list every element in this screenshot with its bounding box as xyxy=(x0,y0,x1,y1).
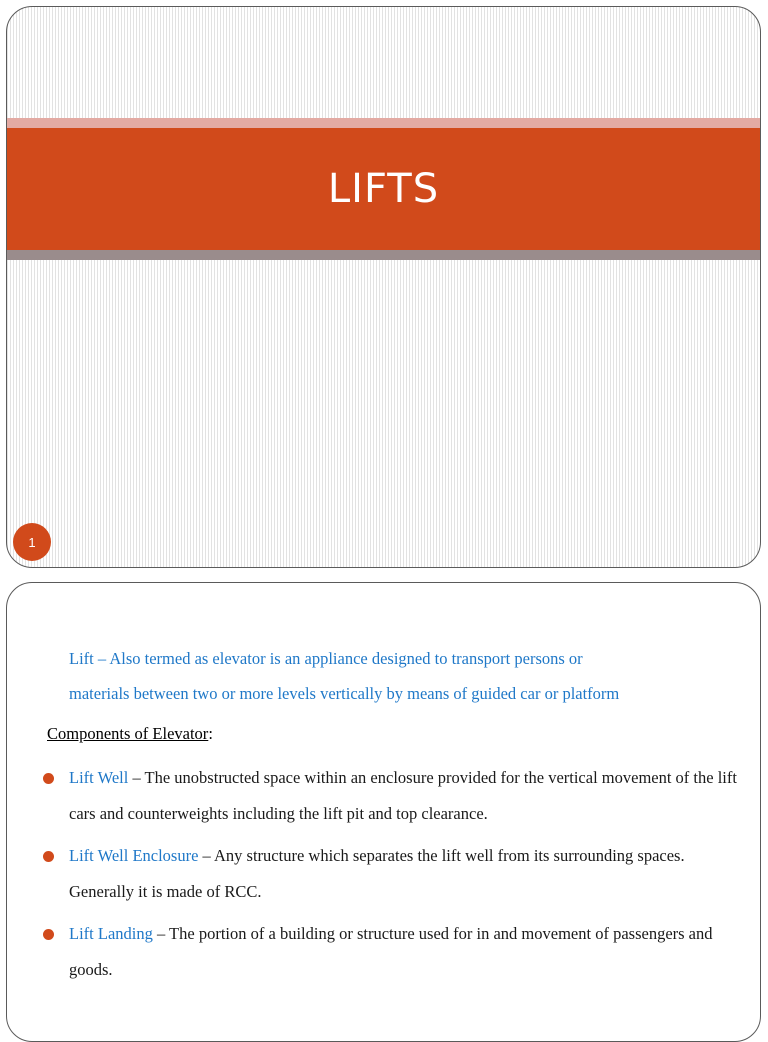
components-list xyxy=(43,760,743,994)
slide-number-badge xyxy=(13,523,51,561)
list-item xyxy=(43,760,743,832)
component-description: – The unobstructed space within an enclosure provided for the vertical movement of the lift cars and counterweights including the lift pit and top clearance. xyxy=(69,768,737,823)
title-band-top-stripe xyxy=(7,118,760,128)
slide-2 xyxy=(6,582,761,1042)
component-term: Lift Well xyxy=(69,768,129,787)
component-description: – The portion of a building or structure used for in and movement of passengers and goods. xyxy=(69,924,713,979)
component-term: Lift Well Enclosure xyxy=(69,846,199,865)
components-heading-text: Components of Elevator xyxy=(47,724,209,743)
title-band xyxy=(7,128,760,250)
component-description: – Any structure which separates the lift well from its surrounding spaces. Generally it is made of RCC. xyxy=(69,846,685,901)
bullet-dot-icon xyxy=(43,929,54,940)
bullet-dot-icon xyxy=(43,773,54,784)
component-term: Lift Landing xyxy=(69,924,153,943)
lift-definition-line-1: Lift – Also termed as elevator is an appliance designed to transport persons or xyxy=(69,649,583,668)
slide-title: LIFTS xyxy=(327,166,440,212)
title-band-bottom-stripe xyxy=(7,250,760,260)
components-heading-colon: : xyxy=(208,724,213,743)
components-heading xyxy=(47,724,213,744)
slide-1 xyxy=(6,6,761,568)
slide-number: 1 xyxy=(28,534,36,550)
bullet-dot-icon xyxy=(43,851,54,862)
list-item xyxy=(43,838,743,910)
lift-definition xyxy=(69,641,749,711)
lift-definition-line-2: materials between two or more levels vertically by means of guided car or platform xyxy=(69,684,620,703)
list-item xyxy=(43,916,743,988)
